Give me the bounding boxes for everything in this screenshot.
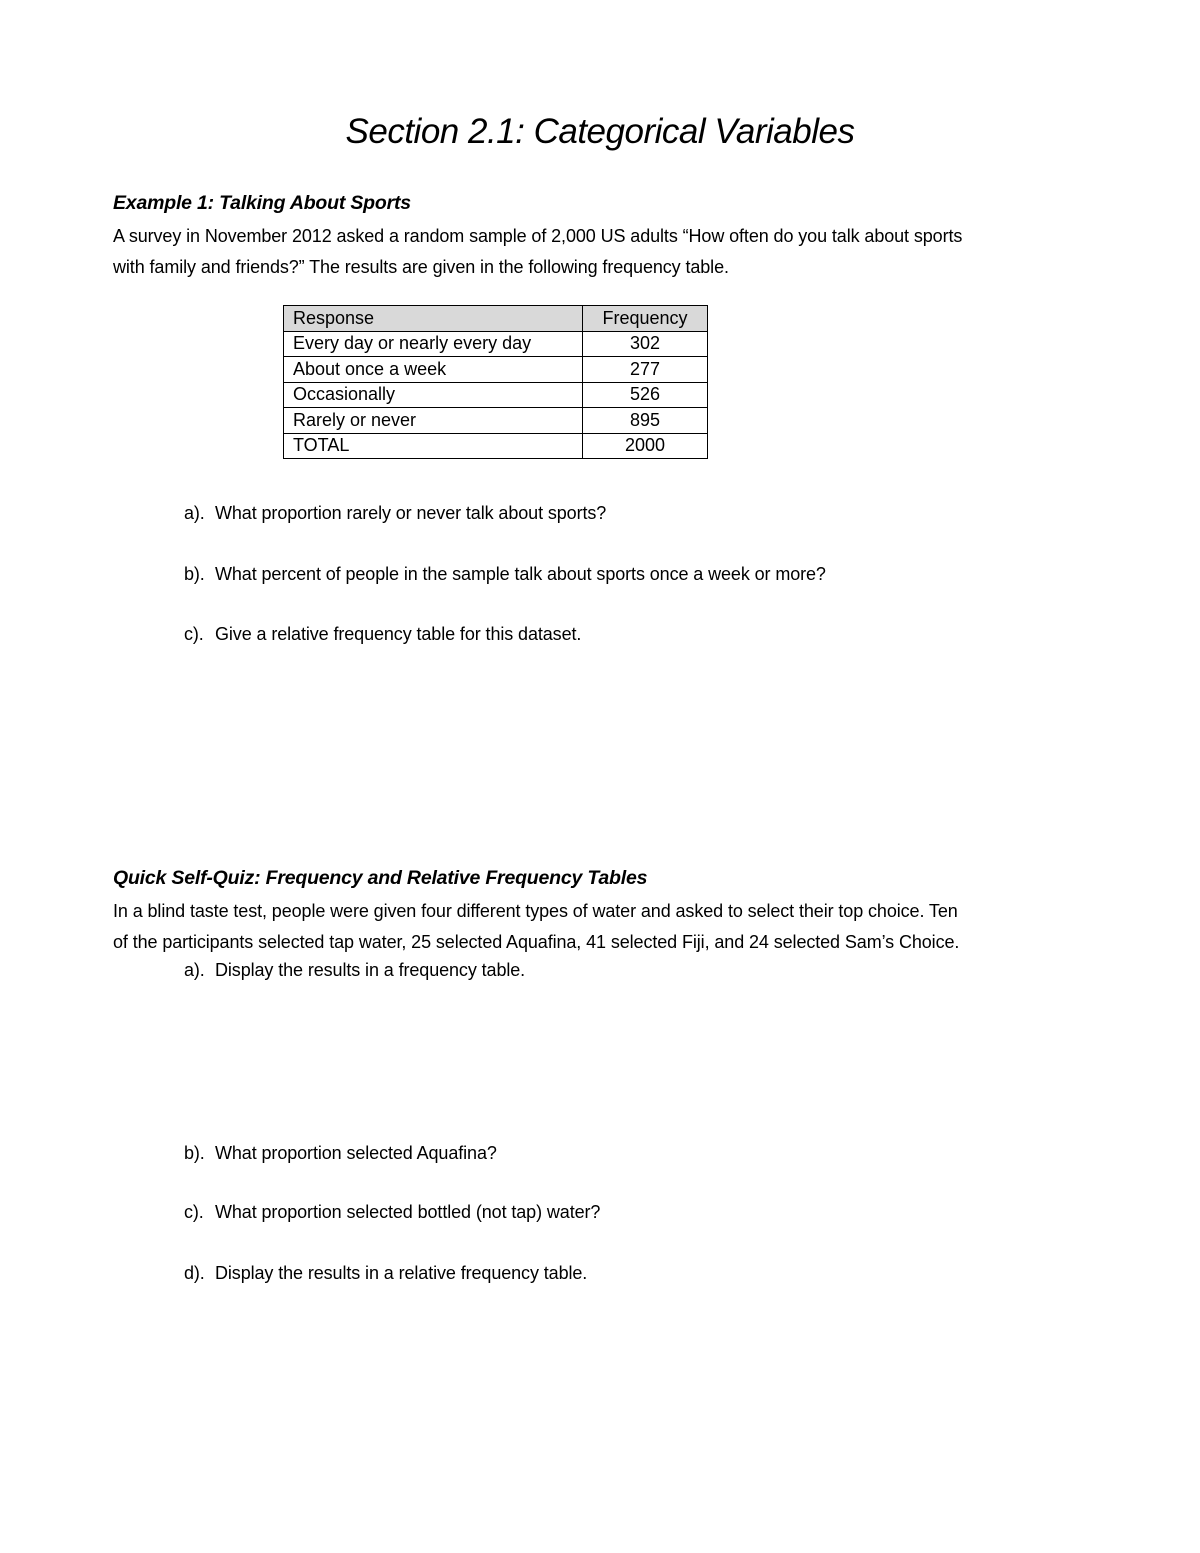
- quiz-intro-line-2: of the participants selected tap water, 25 selected Aquafina, 41 selected Fiji, and 24 selected Sam’s Choice.: [113, 931, 960, 952]
- quiz-question-d: [184, 1263, 587, 1284]
- question-text: Display the results in a relative frequency table.: [215, 1263, 588, 1283]
- question-text: What proportion rarely or never talk about sports?: [215, 503, 607, 523]
- table-row: [284, 382, 708, 408]
- question-label: a).: [184, 503, 205, 523]
- question-text: What proportion selected bottled (not tap) water?: [215, 1202, 601, 1222]
- example-1-intro-line-2: with family and friends?” The results are given in the following frequency table.: [113, 256, 729, 277]
- example-1-question-c: [184, 624, 581, 645]
- example-1-intro: [113, 221, 1083, 282]
- quiz-question-a: [184, 960, 525, 981]
- question-label: a).: [184, 960, 205, 980]
- table-row-total: [284, 433, 708, 459]
- quiz-intro: [113, 896, 1083, 957]
- quiz-heading: Quick Self-Quiz: Frequency and Relative Frequency Tables: [113, 867, 648, 889]
- table-cell-frequency: 277: [583, 357, 708, 383]
- table-cell-frequency: 526: [583, 382, 708, 408]
- table-row: [284, 331, 708, 357]
- page-title: Section 2.1: Categorical Variables: [345, 112, 855, 151]
- question-text: What percent of people in the sample talk about sports once a week or more?: [215, 564, 826, 584]
- table-row: [284, 357, 708, 383]
- table-cell-response: Rarely or never: [284, 408, 583, 434]
- table-cell-response: About once a week: [284, 357, 583, 383]
- table-cell-frequency: 2000: [583, 433, 708, 459]
- table-cell-response: Every day or nearly every day: [284, 331, 583, 357]
- quiz-question-c: [184, 1202, 600, 1223]
- example-1-intro-line-1: A survey in November 2012 asked a random sample of 2,000 US adults “How often do you talk about sports: [113, 226, 963, 246]
- table-cell-response: TOTAL: [284, 433, 583, 459]
- table-cell-response: Occasionally: [284, 382, 583, 408]
- quiz-intro-line-1: In a blind taste test, people were given four different types of water and asked to select their top choice. Ten: [113, 901, 958, 921]
- question-text: Give a relative frequency table for this dataset.: [215, 624, 582, 644]
- example-1-heading: Example 1: Talking About Sports: [113, 192, 411, 214]
- question-label: b).: [184, 1143, 205, 1163]
- question-label: d).: [184, 1263, 205, 1283]
- example-1-question-a: [184, 503, 606, 524]
- table-header-response: Response: [284, 306, 583, 332]
- question-label: b).: [184, 564, 205, 584]
- table-header-row: [284, 306, 708, 332]
- table-row: [284, 408, 708, 434]
- question-label: c).: [184, 624, 204, 644]
- question-text: Display the results in a frequency table.: [215, 960, 526, 980]
- quiz-question-b: [184, 1143, 497, 1164]
- example-1-question-b: [184, 564, 826, 585]
- table-header-frequency: Frequency: [583, 306, 708, 332]
- question-label: c).: [184, 1202, 204, 1222]
- table-cell-frequency: 895: [583, 408, 708, 434]
- table-cell-frequency: 302: [583, 331, 708, 357]
- frequency-table: [283, 305, 708, 459]
- question-text: What proportion selected Aquafina?: [215, 1143, 497, 1163]
